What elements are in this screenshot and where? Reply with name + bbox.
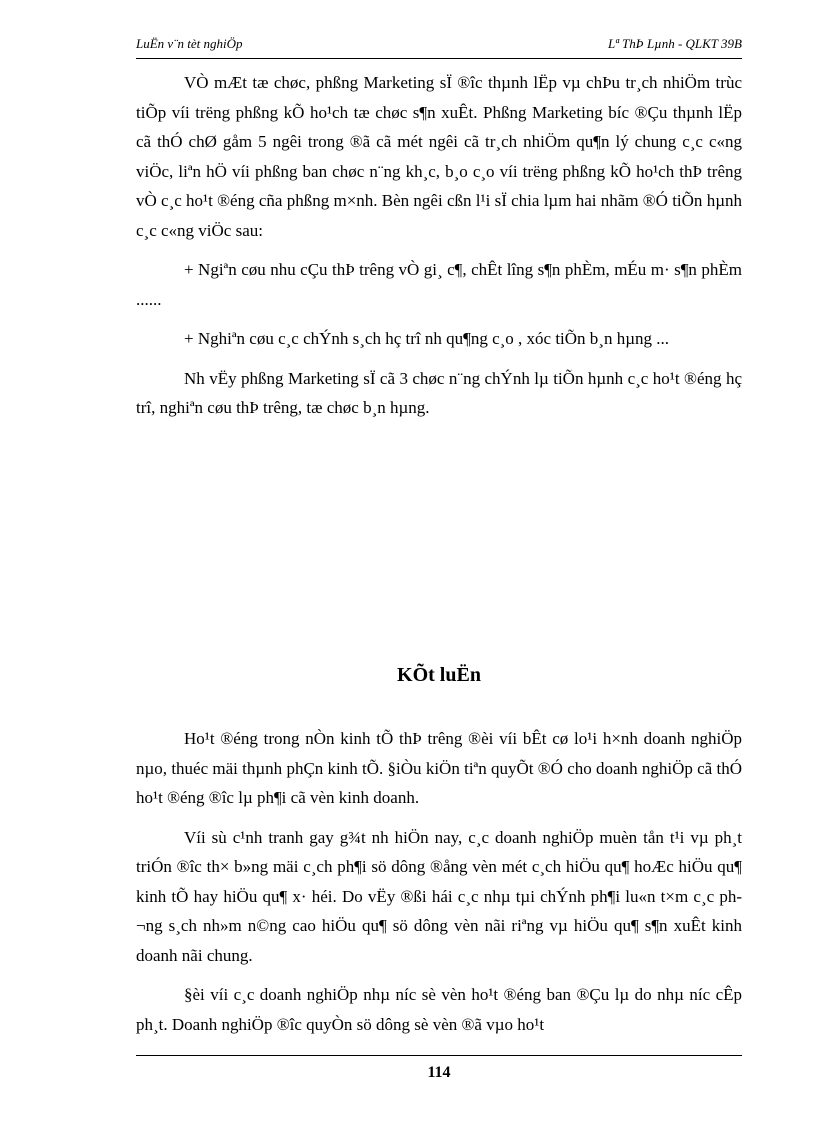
paragraph-marketing-functions: Nh vËy phßng Marketing sÏ cã 3 chøc n¨ng chÝnh lµ tiÕn hµnh c¸c ho¹t ®éng hç trî, nghiªn cøu thÞ trêng, tæ chøc b¸n hµng. bbox=[136, 368, 742, 417]
section-heading: KÕt luËn bbox=[397, 664, 481, 686]
paragraph-research-support: + Nghiªn cøu c¸c chÝnh s¸ch hç trî nh qu¶ng c¸o , xóc tiÕn b¸n hµng ... bbox=[184, 329, 670, 348]
paragraph-conclusion-1: Ho¹t ®éng trong nÒn kinh tÕ thÞ trêng ®èi víi bÊt cø lo¹i h×nh doanh nghiÖp nµo, thuéc mäi thµnh phÇn kinh tÕ. §iÒu kiÖn tiªn quyÕt ®Ó cho doanh nghiÖp cã thÓ ho¹t ®éng ®îc lµ ph¶i cã vèn kinh doanh. bbox=[136, 729, 742, 807]
footer-divider bbox=[136, 1055, 742, 1056]
paragraph-conclusion-2: Víi sù c¹nh tranh gay g¾t nh hiÖn nay, c¸c doanh nghiÖp muèn tån t¹i vµ ph¸t triÓn ®îc th× b»ng mäi c¸ch ph¶i sö dông ®ång vèn mét c¸ch hiÖu qu¶ hoÆc hiÖu qu¶ kinh tÕ hay hiÖu qu¶ x· héi. Do vËy ®ßi hái c¸c nhµ tµi chÝnh ph¶i lu«n t×m c¸c ph¬ng s¸ch nh»m n©ng cao hiÖu qu¶ sö dông vèn nãi riªng vµ hiÖu qu¶ s¶n xuÊt kinh doanh nãi chung. bbox=[136, 827, 742, 965]
header-author-label: Lª ThÞ Lµnh - QLKT 39B bbox=[607, 36, 742, 51]
page-number: 114 bbox=[427, 1064, 451, 1081]
page-header bbox=[136, 36, 742, 58]
paragraph-research-demand: + Ngiªn cøu nhu cÇu thÞ trêng vÒ gi¸ c¶, chÊt lîng s¶n phÈm, mÉu m· s¶n phÈm ...... bbox=[136, 260, 742, 309]
paragraph-marketing-organization: VÒ mÆt tæ chøc, phßng Marketing sÏ ®îc thµnh lËp vµ chÞu tr¸ch nhiÖm trùc tiÕp víi trëng phßng kÕ ho¹ch tæ chøc s¶n xuÊt. Phßng Marketing bíc ®Çu thµnh lËp cã thÓ chØ gåm 5 ngêi trong ®ã cã mét ngêi cã tr¸ch nhiÖm qu¶n lý chung c¸c c«ng viÖc, liªn hÖ víi phßng ban chøc n¨ng kh¸c, b¸o c¸o víi trëng phßng kÕ ho¹ch thÞ trêng vÒ c¸c ho¹t ®éng cña phßng m×nh. Bèn ngêi cßn l¹i sÏ chia lµm hai nhãm ®Ó tiÕn hµnh c¸c c«ng viÖc sau: bbox=[136, 73, 742, 240]
header-divider bbox=[136, 58, 742, 59]
body-text bbox=[136, 68, 742, 433]
header-thesis-label: LuËn v¨n tèt nghiÖp bbox=[136, 36, 243, 51]
conclusion-text bbox=[136, 724, 742, 1049]
paragraph-conclusion-3: §èi víi c¸c doanh nghiÖp nhµ níc sè vèn ho¹t ®éng ban ®Çu lµ do nhµ níc cÊp ph¸t. Doanh nghiÖp ®îc quyÒn sö dông sè vèn ®ã vµo ho¹t bbox=[136, 985, 742, 1034]
